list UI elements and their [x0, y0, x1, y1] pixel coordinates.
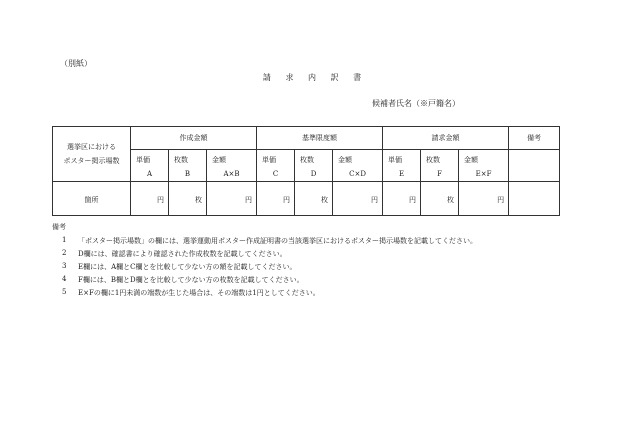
- note-item: 1 「ポスター掲示場数」の欄には、選挙運動用ポスター作成証明書の当該選挙区におけるポスター掲示場数を記載してください。: [62, 236, 477, 245]
- subheader-unit-price-a: 単価 A: [131, 150, 169, 182]
- note-item: 2 D欄には、確認書により確認された作成枚数を記載してください。: [62, 249, 287, 258]
- subheader-count-d: 枚数 D: [295, 150, 333, 182]
- input-cell-exf: 円: [459, 182, 509, 216]
- note-item: 4 F欄には、B欄とD欄とを比較して少ない方の枚数を記載してください。: [62, 275, 304, 284]
- candidate-name-label: 候補者氏名（※戸籍名）: [372, 99, 460, 108]
- row-header-line-2: ポスター掲示場数: [63, 157, 120, 165]
- subheader-unit-price-c: 単価 C: [257, 150, 295, 182]
- notes-section: [52, 222, 477, 301]
- claim-amount-header: 請求金額: [383, 127, 509, 150]
- input-cell-axb: 円: [207, 182, 257, 216]
- subheader-unit-price-e: 単価 E: [383, 150, 421, 182]
- input-cell-e: 円: [383, 182, 421, 216]
- poster-location-count-header: [53, 127, 131, 182]
- subheader-amount-exf: 金額 E×F: [459, 150, 509, 182]
- row-header-line-1: 選挙区における: [67, 143, 116, 151]
- subheader-count-f: 枚数 F: [421, 150, 459, 182]
- document-title: 請 求 内 訳 書: [262, 73, 368, 82]
- input-cell-d: 枚: [295, 182, 333, 216]
- subheader-count-b: 枚数 B: [169, 150, 207, 182]
- notes-heading: 備考: [52, 223, 66, 231]
- remarks-header: 備考: [509, 127, 560, 150]
- limit-amount-header: 基準限度額: [257, 127, 383, 150]
- note-item: 5 E×Fの欄に1円未満の端数が生じた場合は、その端数は1円としてください。: [62, 288, 320, 297]
- input-cell-b: 枚: [169, 182, 207, 216]
- subheader-amount-axb: 金額 A×B: [207, 150, 257, 182]
- remarks-input-cell: [509, 182, 560, 216]
- location-count-cell: 箇所: [53, 182, 131, 216]
- notes-list: [52, 236, 477, 301]
- input-cell-cxd: 円: [333, 182, 383, 216]
- remarks-cell: [509, 150, 560, 182]
- claim-breakdown-table: [52, 126, 560, 216]
- note-item: 3 E欄には、A欄とC欄とを比較して少ない方の額を記載してください。: [62, 262, 297, 271]
- input-cell-a: 円: [131, 182, 169, 216]
- input-cell-c: 円: [257, 182, 295, 216]
- subheader-amount-cxd: 金額 C×D: [333, 150, 383, 182]
- input-cell-f: 枚: [421, 182, 459, 216]
- creation-amount-header: 作成金額: [131, 127, 257, 150]
- appendix-label: （別紙）: [60, 59, 92, 68]
